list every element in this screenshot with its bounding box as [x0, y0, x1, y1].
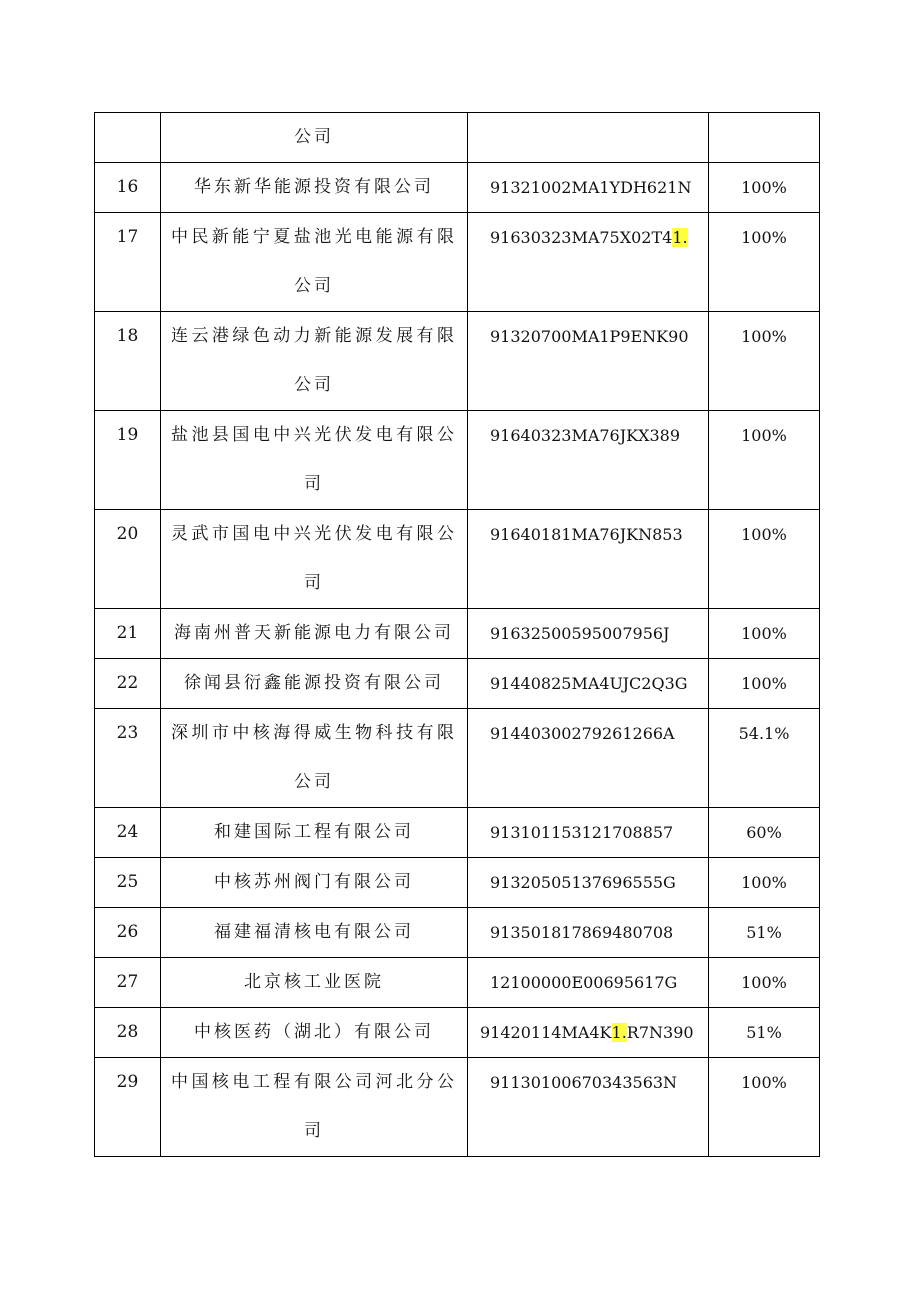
table-row — [95, 659, 820, 709]
row-number — [95, 113, 161, 163]
row-number: 19 — [95, 411, 161, 510]
row-number: 17 — [95, 213, 161, 312]
credit-code: 12100000E00695617G — [468, 958, 709, 1008]
company-name: 北京核工业医院 — [161, 958, 468, 1008]
company-name: 灵武市国电中兴光伏发电有限公司 — [161, 510, 468, 609]
company-name: 中核苏州阀门有限公司 — [161, 858, 468, 908]
share-percent: 100% — [709, 609, 820, 659]
company-name: 海南州普天新能源电力有限公司 — [161, 609, 468, 659]
share-percent: 100% — [709, 163, 820, 213]
share-percent — [709, 113, 820, 163]
company-name: 中民新能宁夏盐池光电能源有限公司 — [161, 213, 468, 312]
credit-code — [468, 1008, 709, 1058]
table-row — [95, 113, 820, 163]
table-row — [95, 1008, 820, 1058]
table-row — [95, 858, 820, 908]
credit-code-part: 91630323MA75X02T4 — [490, 228, 673, 247]
credit-code: 91632500595007956J — [468, 609, 709, 659]
row-number: 27 — [95, 958, 161, 1008]
credit-code: 91640181MA76JKN853 — [468, 510, 709, 609]
row-number: 26 — [95, 908, 161, 958]
company-name: 福建福清核电有限公司 — [161, 908, 468, 958]
company-name: 深圳市中核海得威生物科技有限公司 — [161, 709, 468, 808]
share-percent: 100% — [709, 510, 820, 609]
table-row — [95, 312, 820, 411]
credit-code: 91320505137696555G — [468, 858, 709, 908]
share-percent: 100% — [709, 858, 820, 908]
company-name: 中核医药（湖北）有限公司 — [161, 1008, 468, 1058]
credit-code — [468, 113, 709, 163]
credit-code: 91640323MA76JKX389 — [468, 411, 709, 510]
row-number: 29 — [95, 1058, 161, 1157]
table-row — [95, 709, 820, 808]
row-number: 28 — [95, 1008, 161, 1058]
credit-code-part: R7N390 — [626, 1023, 694, 1042]
table-row — [95, 908, 820, 958]
table-row — [95, 1058, 820, 1157]
row-number: 24 — [95, 808, 161, 858]
credit-code — [468, 213, 709, 312]
row-number: 25 — [95, 858, 161, 908]
document-page — [94, 112, 819, 1157]
credit-code: 91440300279261266A — [468, 709, 709, 808]
company-table — [94, 112, 820, 1157]
table-row — [95, 609, 820, 659]
row-number: 20 — [95, 510, 161, 609]
table-row — [95, 808, 820, 858]
company-name: 华东新华能源投资有限公司 — [161, 163, 468, 213]
credit-code: 913501817869480708 — [468, 908, 709, 958]
credit-code: 91130100670343563N — [468, 1058, 709, 1157]
row-number: 21 — [95, 609, 161, 659]
table-row — [95, 213, 820, 312]
share-percent: 54.1% — [709, 709, 820, 808]
row-number: 16 — [95, 163, 161, 213]
company-name: 中国核电工程有限公司河北分公司 — [161, 1058, 468, 1157]
share-percent: 100% — [709, 213, 820, 312]
credit-code: 91321002MA1YDH621N — [468, 163, 709, 213]
share-percent: 100% — [709, 958, 820, 1008]
share-percent: 100% — [709, 312, 820, 411]
table-row — [95, 958, 820, 1008]
credit-code-part: 91420114MA4K — [480, 1023, 612, 1042]
credit-code: 91440825MA4UJC2Q3G — [468, 659, 709, 709]
row-number: 23 — [95, 709, 161, 808]
company-name: 徐闻县衍鑫能源投资有限公司 — [161, 659, 468, 709]
share-percent: 51% — [709, 1008, 820, 1058]
credit-code: 913101153121708857 — [468, 808, 709, 858]
company-name: 和建国际工程有限公司 — [161, 808, 468, 858]
share-percent: 60% — [709, 808, 820, 858]
table-row — [95, 411, 820, 510]
company-name: 连云港绿色动力新能源发展有限公司 — [161, 312, 468, 411]
highlighted-text: 1. — [672, 228, 688, 247]
table-row — [95, 510, 820, 609]
credit-code: 91320700MA1P9ENK90 — [468, 312, 709, 411]
row-number: 18 — [95, 312, 161, 411]
row-number: 22 — [95, 659, 161, 709]
share-percent: 51% — [709, 908, 820, 958]
table-row — [95, 163, 820, 213]
share-percent: 100% — [709, 659, 820, 709]
company-name: 盐池县国电中兴光伏发电有限公司 — [161, 411, 468, 510]
highlighted-text: 1. — [611, 1023, 627, 1042]
company-name: 公司 — [161, 113, 468, 163]
share-percent: 100% — [709, 1058, 820, 1157]
share-percent: 100% — [709, 411, 820, 510]
